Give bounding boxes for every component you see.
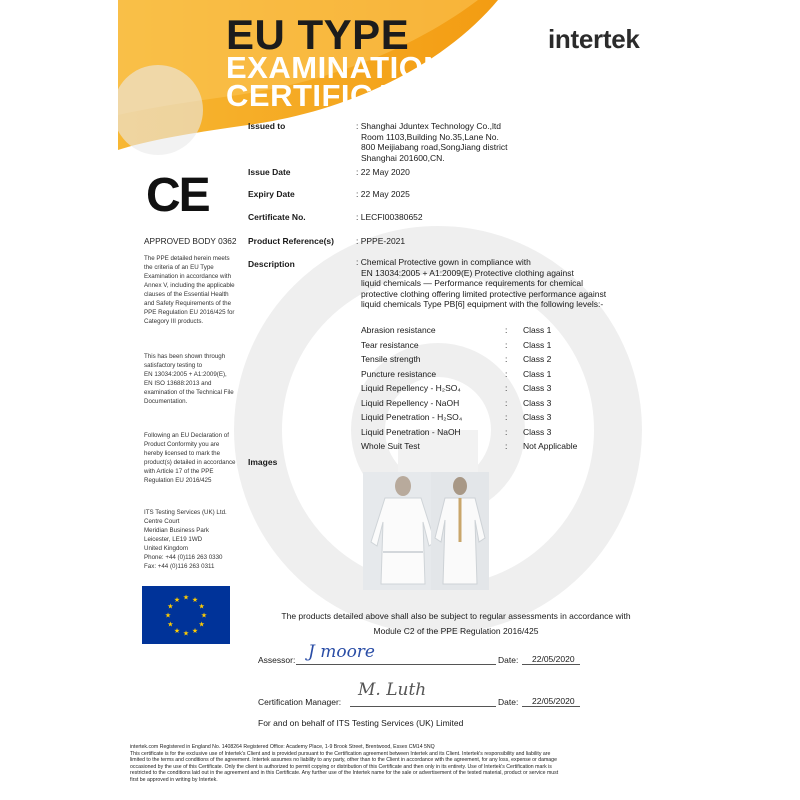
level-row: Liquid Penetration - NaOH : Class 3 xyxy=(361,426,552,437)
assessor-signature-line xyxy=(296,664,496,665)
ce-mark: CE xyxy=(146,169,209,222)
title-line3: CERTIFICATE xyxy=(226,78,435,113)
description-label: Description xyxy=(248,259,295,269)
images-label: Images xyxy=(248,457,278,467)
assessor-date: 22/05/2020 xyxy=(532,654,575,664)
issue-date-label: Issue Date xyxy=(248,167,291,177)
assessor-label: Assessor: xyxy=(258,655,296,665)
assessor-date-label: Date: xyxy=(498,655,519,665)
sidebar-para3: Following an EU Declaration of Product Conformity you are hereby licensed to mark the product(s) detailed in accordance with Article 17 of the PPE Regulation EU 2016/425 xyxy=(144,432,236,484)
eu-star-icon: ★ xyxy=(198,621,205,629)
certificate-no-label: Certificate No. xyxy=(248,212,306,222)
eu-star-icon: ★ xyxy=(182,594,190,602)
certificate-page xyxy=(118,0,678,800)
eu-star-icon: ★ xyxy=(200,612,208,620)
manager-signature: M. Luth xyxy=(358,680,427,700)
eu-star-icon: ★ xyxy=(167,603,174,611)
eu-star-icon: ★ xyxy=(182,630,190,638)
eu-star-icon: ★ xyxy=(191,628,199,636)
manager-date: 22/05/2020 xyxy=(532,696,575,706)
product-reference-label: Product Reference(s) xyxy=(248,236,334,246)
sidebar-para1: The PPE detailed herein meets the criteria of an EU Type Examination in accordance with Annex V, including the applicable clauses of the Essential Health and Safety Requirements of the PPE Regulation EU 2016/425 for Category III products. xyxy=(144,255,235,325)
level-row: Tear resistance : Class 1 xyxy=(361,339,552,350)
issued-to-label: Issued to xyxy=(248,121,286,131)
on-behalf-text: For and on behalf of ITS Testing Services (UK) Limited xyxy=(258,718,464,728)
level-row: Liquid Penetration - H₂SO₄ : Class 3 xyxy=(361,412,552,422)
certificate-no-value: : LECFI00380652 xyxy=(356,212,423,222)
level-row: Abrasion resistance : Class 1 xyxy=(361,325,552,335)
manager-label: Certification Manager: xyxy=(258,697,342,707)
level-row: Liquid Repellency - NaOH : Class 3 xyxy=(361,397,552,408)
level-row: Liquid Repellency - H₂SO₄ : Class 3 xyxy=(361,383,552,393)
eu-star-icon: ★ xyxy=(173,628,181,636)
eu-star-icon: ★ xyxy=(198,603,205,611)
description-value: : Chemical Protective gown in compliance with EN 13034:2005 + A1:2009(E) Protective clothing against liquid chemicals — Performance requirements for chemical protective clothing offering limited protective performance against liquid chemicals Type PB[6] equipment with the following levels:- xyxy=(356,257,607,309)
sidebar-para2: This has been shown through satisfactory testing to EN 13034:2005 + A1:2009(E), EN ISO 13688:2013 and examination of the Technical File Documentation. xyxy=(144,353,234,405)
intertek-logo: intertek xyxy=(548,24,640,54)
title-line2: EXAMINATION xyxy=(226,50,447,85)
level-row: Whole Suit Test : Not Applicable xyxy=(361,441,578,451)
issued-to-value: : Shanghai Jduntex Technology Co.,ltd Room 1103,Building No.35,Lane No. 800 Meijiabang road,SongJiang district Shanghai 201600,CN. xyxy=(356,121,508,163)
manager-signature-line xyxy=(350,706,496,707)
manager-date-label: Date: xyxy=(498,697,519,707)
eu-star-icon: ★ xyxy=(191,596,199,604)
issue-date-value: : 22 May 2020 xyxy=(356,167,410,177)
footer-legal: intertek.com Registered in England No. 1408264 Registered Office: Academy Place, 1-9 Brook Street, Brentwood, Essex CM14 5NQ This certificate is for the exclusive use of Intertek's Client and is provided pursuant to the Certification agreement between Intertek and its Client. Intertek's responsibility and liability are limited to the terms and conditions of the agreement. Intertek assumes no liability to any party, other than to the Client in accordance with the agreement, for any loss, expense or damage occasioned by the use of this Certificate. Only the client is authorized to permit copying or distribution of this Certificate and then only in its entirety. Use of Intertek's Certification mark is restricted to the conditions laid out in the agreement and in this Certificate. Any further use of the Intertek name for the sale or advertisement of the tested material, product or service must first be approved in writing by Intertek. xyxy=(130,744,559,783)
eu-star-icon: ★ xyxy=(164,612,172,620)
assessment-statement: The products detailed above shall also be subject to regular assessments in accordance with Module C2 of the PPE Regulation 2016/425 xyxy=(281,611,631,636)
sidebar-address: ITS Testing Services (UK) Ltd. Centre Court Meridian Business Park Leicester, LE19 1WD United Kingdom Phone: +44 (0)116 263 0330 Fax: +44 (0)116 263 0311 xyxy=(144,509,227,570)
level-row: Puncture resistance : Class 1 xyxy=(361,368,552,379)
title-line1: EU TYPE xyxy=(226,11,410,58)
eu-flag xyxy=(142,586,230,644)
expiry-date-value: : 22 May 2025 xyxy=(356,189,410,199)
product-reference-value: : PPPE-2021 xyxy=(356,236,406,246)
expiry-date-label: Expiry Date xyxy=(248,189,295,199)
approved-body: APPROVED BODY 0362 xyxy=(144,236,237,246)
eu-star-icon: ★ xyxy=(167,621,174,629)
eu-star-icon: ★ xyxy=(173,596,181,604)
gown-back-photo xyxy=(431,472,489,590)
assessor-signature: J moore xyxy=(308,642,375,662)
levels-table xyxy=(361,325,651,456)
level-row: Tensile strength : Class 2 xyxy=(361,354,552,364)
